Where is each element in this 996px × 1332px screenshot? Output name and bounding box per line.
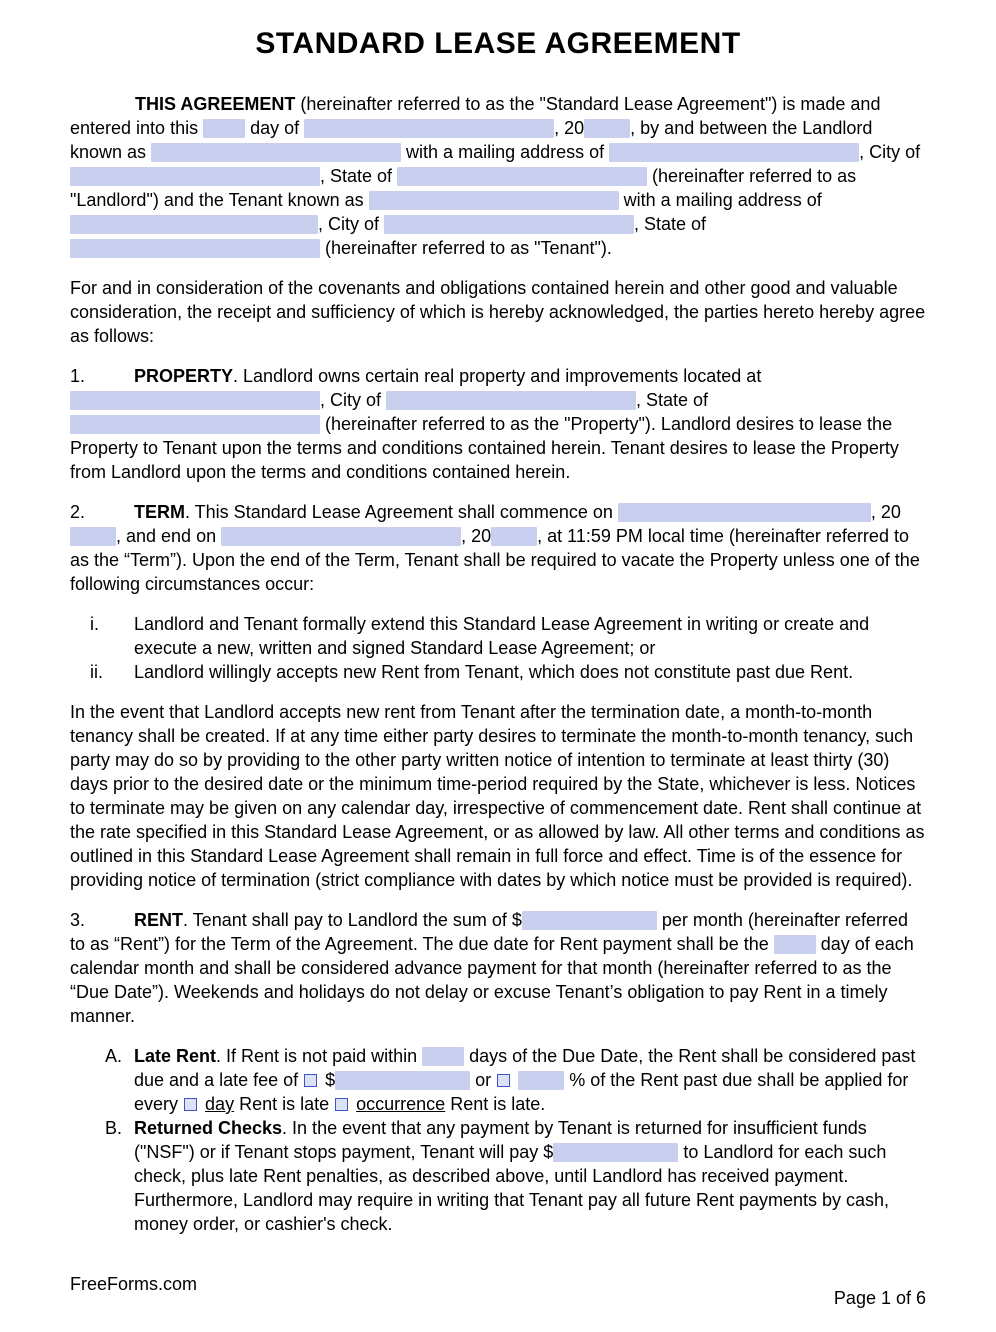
agreement-month-field[interactable] xyxy=(304,119,554,138)
bold-text-run: Late Rent xyxy=(134,1046,217,1066)
tenant-name-field[interactable] xyxy=(369,191,619,210)
footer-brand: FreeForms.com xyxy=(70,1274,198,1294)
late-fee-percent-checkbox[interactable] xyxy=(497,1074,510,1087)
rent-amount-field[interactable] xyxy=(522,911,657,930)
bold-text-run: TERM xyxy=(134,502,185,522)
text-run: day of xyxy=(245,118,305,138)
list-marker: A. xyxy=(105,1046,123,1066)
text-run: In the event that Landlord accepts new rent from Tenant after the termination date, a month-to-month tenancy shall be created. If at any time either party desires to terminate the month-to-month tenancy, such party may do so by providing to the other party written notice of intention to terminate at least thirty (30) days prior to the desired date or the minimum time-period required by the State, whichever is less. Notices to terminate may be given on any calendar day, irrespective of commencement date. Rent shall continue at the rate specified in this Standard Lease Agreement, or as allowed by law. All other terms and conditions as outlined in this Standard Lease Agreement shall remain in full force and effect. Time is of the essence for providing notice of termination (strict compliance with dates by which notice must be provided is required). xyxy=(70,702,925,890)
late-fee-flat-checkbox[interactable] xyxy=(304,1074,317,1087)
text-run: day of each calendar month and shall be considered advance payment for that month (hereinafter referred to as the “Due Date”). Weekends and holidays do not delay or excuse Tenant’s obligation to pay Rent in a timely manner. xyxy=(70,934,914,1026)
text-run: , 20 xyxy=(870,502,901,522)
section-number: 1. xyxy=(70,366,86,386)
paragraph-consideration xyxy=(70,276,926,348)
text-run: , at 11:59 PM local time (hereinafter referred to as the “Term”). Upon the end of the Term, Tenant shall be required to vacate the Property unless one of the following circumstances occur: xyxy=(70,526,920,594)
nsf-fee-amount-field[interactable] xyxy=(553,1143,678,1162)
text-run: with a mailing address of xyxy=(401,142,610,162)
text-run: . In the event that any payment by Tenant is returned for insufficient funds ("NSF") or if Tenant stops payment, Tenant will pay $ xyxy=(134,1118,867,1162)
underlined-text-run: occurrence xyxy=(356,1094,446,1114)
tenant-city-field[interactable] xyxy=(384,215,634,234)
text-run: Landlord willingly accepts new Rent from Tenant, which does not constitute past due Rent. xyxy=(134,662,854,682)
text-run: , City of xyxy=(318,214,385,234)
property-state-field[interactable] xyxy=(70,415,320,434)
text-run: , 20 xyxy=(461,526,492,546)
paragraph-intro xyxy=(70,92,926,260)
rent-due-day-field[interactable] xyxy=(774,935,816,954)
text-run: (hereinafter referred to as the "Property"). Landlord desires to lease the Property to Tenant upon the terms and conditions contained herein. Tenant desires to lease the Property from Landlord upon the terms and conditions contained herein. xyxy=(70,414,899,482)
text-run: (hereinafter referred to as "Tenant"). xyxy=(320,238,612,258)
late-fee-amount-field[interactable] xyxy=(335,1071,470,1090)
document-title: STANDARD LEASE AGREEMENT xyxy=(255,27,741,60)
text-run: , State of xyxy=(634,214,707,234)
section-3-rent xyxy=(70,908,926,1028)
text-run: , City of xyxy=(320,390,387,410)
landlord-name-field[interactable] xyxy=(151,143,401,162)
text-run: Rent is late xyxy=(234,1094,335,1114)
text-run: , City of xyxy=(859,142,921,162)
text-run: Landlord and Tenant formally extend this Standard Lease Agreement in writing or create and execute a new, written and signed Standard Lease Agreement; or xyxy=(134,614,870,658)
text-run: . This Standard Lease Agreement shall commence on xyxy=(185,502,618,522)
bold-text-run: Returned Checks xyxy=(134,1118,283,1138)
text-run: , and end on xyxy=(116,526,222,546)
property-city-field[interactable] xyxy=(386,391,636,410)
text-run: Rent is late. xyxy=(445,1094,546,1114)
list-item-body xyxy=(134,660,926,684)
bold-text-run: RENT xyxy=(134,910,183,930)
late-per-day-checkbox[interactable] xyxy=(184,1098,197,1111)
list-item-body xyxy=(134,1116,926,1236)
text-run: % of the Rent past due shall be applied for every xyxy=(134,1070,909,1114)
page-number: Page 1 of 6 xyxy=(833,1288,926,1308)
paragraph-month-to-month xyxy=(70,700,926,892)
text-run: . Landlord owns certain real property and improvements located at xyxy=(233,366,762,386)
list-marker: i. xyxy=(90,614,99,634)
agreement-year-field[interactable] xyxy=(584,119,630,138)
list-marker: B. xyxy=(105,1118,123,1138)
list-marker: ii. xyxy=(90,662,103,682)
tenant-state-field[interactable] xyxy=(70,239,320,258)
text-run: . Tenant shall pay to Landlord the sum of $ xyxy=(183,910,522,930)
underlined-text-run: day xyxy=(205,1094,235,1114)
list-item-b-returned-checks xyxy=(105,1116,926,1236)
section-2-term xyxy=(70,500,926,596)
section-body xyxy=(70,910,914,1026)
list-item-i xyxy=(90,612,926,660)
text-run: . If Rent is not paid within xyxy=(216,1046,423,1066)
late-per-occurrence-checkbox[interactable] xyxy=(335,1098,348,1111)
list-item-body xyxy=(134,1044,926,1116)
text-run: $ xyxy=(320,1070,336,1090)
commencement-date-field[interactable] xyxy=(618,503,871,522)
late-grace-days-field[interactable] xyxy=(422,1047,464,1066)
text-run: , 20 xyxy=(554,118,585,138)
text-run: , State of xyxy=(636,390,709,410)
commencement-year-field[interactable] xyxy=(70,527,116,546)
text-run: or xyxy=(470,1070,497,1090)
list-item-ii xyxy=(90,660,926,684)
landlord-city-field[interactable] xyxy=(70,167,320,186)
end-year-field[interactable] xyxy=(491,527,537,546)
text-run: (hereinafter referred to as the "Standard Lease Agreement") is made and entered into this xyxy=(70,94,881,138)
text-run: to Landlord for each such check, plus late Rent penalties, as described above, until Landlord has received payment. Furthermore, Landlord may require in writing that Tenant pay all future Rent payments by cash, money order, or cashier's check. xyxy=(134,1142,890,1234)
section-1-property xyxy=(70,364,926,484)
agreement-day-field[interactable] xyxy=(203,119,245,138)
section-number: 2. xyxy=(70,502,86,522)
list-item-a-late-rent xyxy=(105,1044,926,1116)
section-number: 3. xyxy=(70,910,86,930)
section-body xyxy=(70,502,920,594)
bold-text-run: PROPERTY xyxy=(134,366,234,386)
end-date-field[interactable] xyxy=(221,527,461,546)
tenant-address-field[interactable] xyxy=(70,215,318,234)
list-item-body xyxy=(134,612,926,660)
text-run: , by and between the Landlord known as xyxy=(70,118,873,162)
text-run: with a mailing address of xyxy=(618,190,822,210)
property-address-field[interactable] xyxy=(70,391,320,410)
bold-text-run: THIS AGREEMENT xyxy=(135,94,296,114)
section-body xyxy=(70,366,899,482)
late-fee-percent-field[interactable] xyxy=(518,1071,564,1090)
landlord-state-field[interactable] xyxy=(397,167,647,186)
text-run: (hereinafter referred to as "Landlord") and the Tenant known as xyxy=(70,166,857,210)
text-run: days of the Due Date, the Rent shall be considered past due and a late fee of xyxy=(134,1046,916,1090)
text-run: For and in consideration of the covenants and obligations contained herein and other good and valuable consideration, the receipt and sufficiency of which is hereby acknowledged, the parties hereto hereby agree as follows: xyxy=(70,278,926,346)
text-run: , State of xyxy=(320,166,398,186)
landlord-address-field[interactable] xyxy=(609,143,859,162)
text-run: per month (hereinafter referred to as “Rent”) for the Term of the Agreement. The due date for Rent payment shall be the xyxy=(70,910,909,954)
